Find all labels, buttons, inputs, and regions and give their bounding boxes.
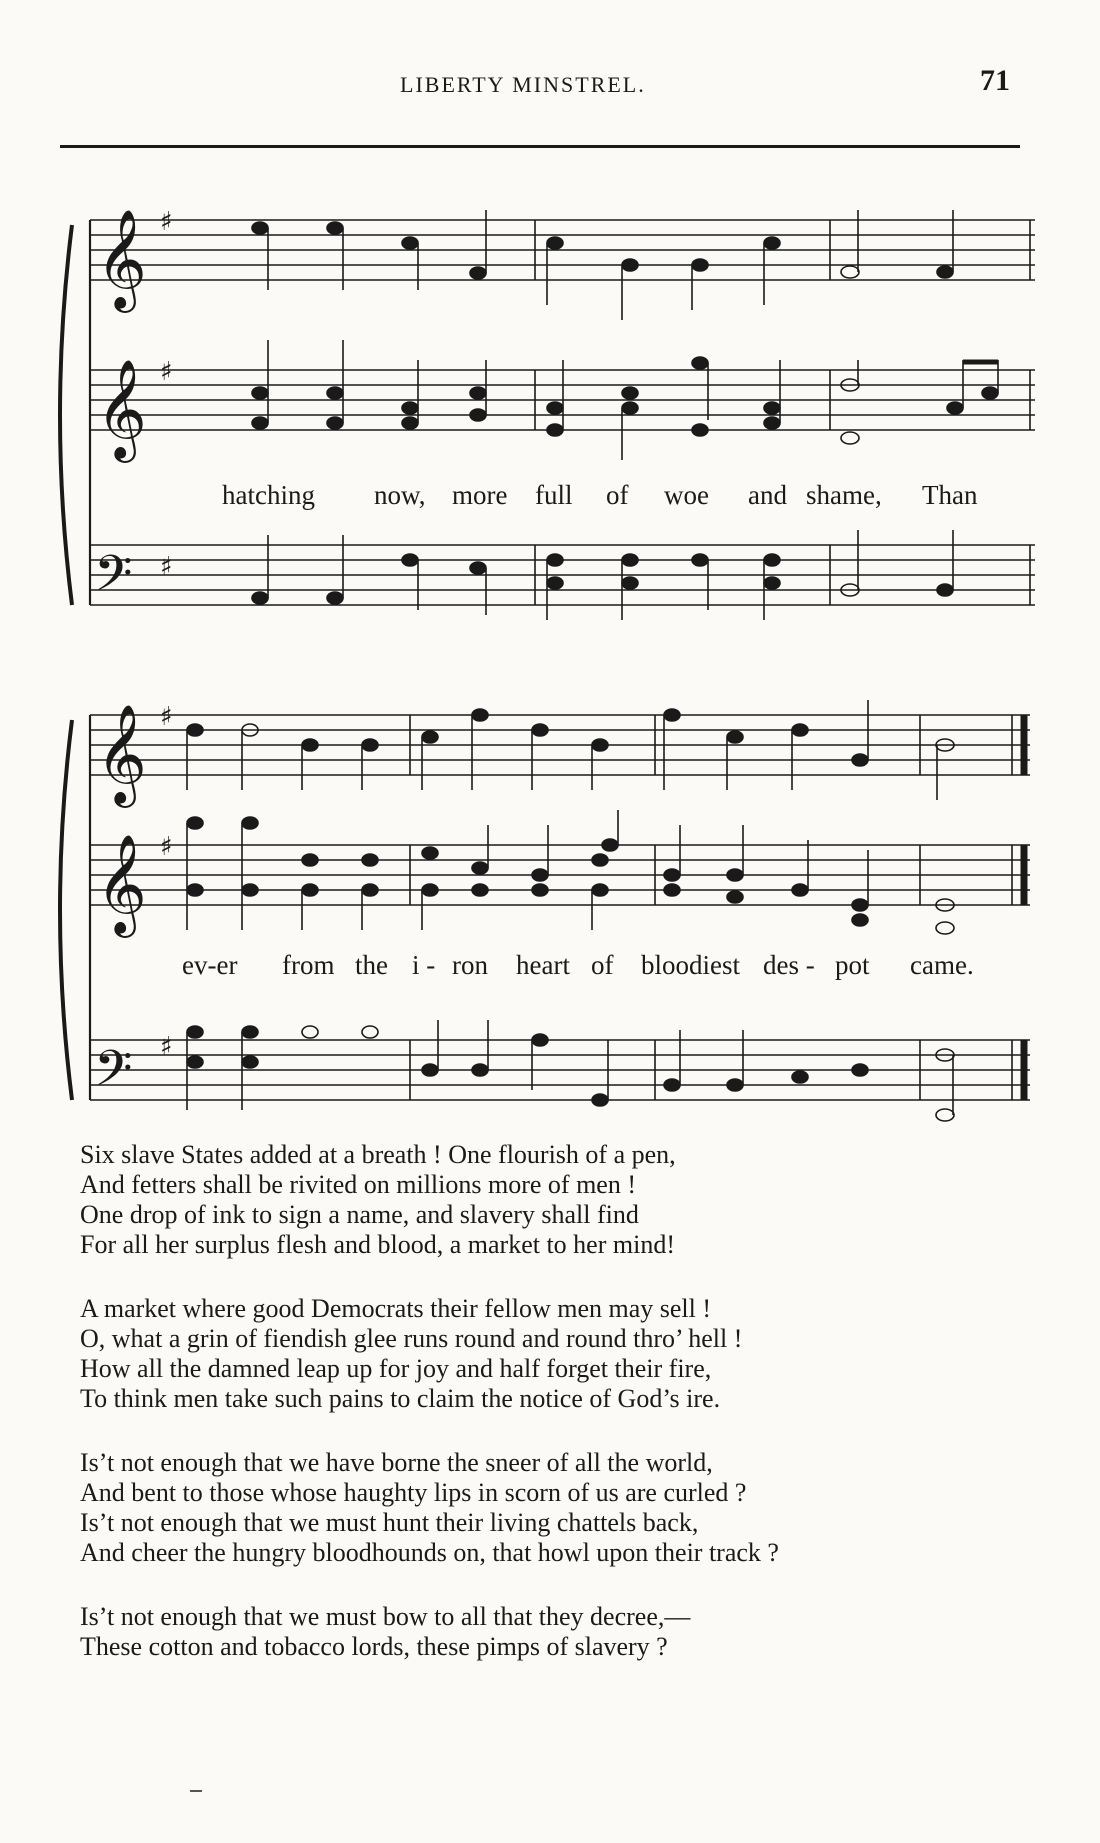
lyric-word: of [606, 480, 629, 510]
lyric-word: bloodiest [641, 950, 740, 980]
svg-text:♯: ♯ [160, 832, 173, 862]
svg-text:♯: ♯ [160, 552, 173, 582]
footer-mark [190, 1790, 202, 1792]
system-2-bass-staff [90, 1040, 1030, 1100]
verse-line: For all her surplus flesh and blood, a market to her mind! [80, 1230, 675, 1259]
lyric-word: heart [516, 950, 570, 980]
lyric-word: pot [835, 950, 870, 980]
lyric-word: full [535, 480, 573, 510]
lyric-word: now, [374, 480, 426, 510]
lyric-word: hatching [222, 480, 315, 510]
system-1-treble-staff [90, 220, 1035, 280]
lyric-word: more [452, 480, 508, 510]
stanza-3 [80, 1448, 1040, 1568]
lyric-word: des - [763, 950, 815, 980]
stanza-1 [80, 1140, 1040, 1260]
verses [80, 1140, 1040, 1696]
lyric-word: woe [664, 480, 709, 510]
lyric-word: shame, [806, 480, 882, 510]
running-title: LIBERTY MINSTREL. [400, 72, 646, 97]
lyric-word: from [282, 950, 335, 980]
key-signature-sharp-icon [160, 207, 173, 1062]
treble-clef-icon: 𝄞 [96, 209, 147, 309]
lyric-word: ev-er [182, 950, 238, 980]
lyric-word: i - [412, 950, 436, 980]
verse-line: A market where good Democrats their fellow men may sell ! [80, 1294, 712, 1323]
verse-line: These cotton and tobacco lords, these pimps of slavery ? [80, 1632, 668, 1661]
verse-line: Six slave States added at a breath ! One flourish of a pen, [80, 1140, 676, 1169]
lyric-word: of [591, 950, 614, 980]
lyric-word: and [748, 480, 787, 510]
verse-line: To think men take such pains to claim the notice of God’s ire. [80, 1384, 721, 1413]
verse-line: Is’t not enough that we have borne the sneer of all the world, [80, 1448, 713, 1477]
treble-clef-icon: 𝄞 [96, 704, 147, 804]
stanza-2 [80, 1294, 1040, 1414]
lyric-word: Than [922, 480, 978, 510]
lyric-word: ron [452, 950, 488, 980]
bass-clef-icon: 𝄢 [94, 1040, 133, 1110]
svg-text:♯: ♯ [160, 207, 173, 237]
verse-line: And fetters shall be rivited on millions more of men ! [80, 1170, 636, 1199]
bass-clef-icon: 𝄢 [94, 545, 133, 615]
verse-line: O, what a grin of fiendish glee runs round and round thro’ hell ! [80, 1324, 743, 1353]
verse-line: And cheer the hungry bloodhounds on, that howl upon their track ? [80, 1538, 779, 1567]
verse-line: Is’t not enough that we must bow to all that they decree,— [80, 1602, 691, 1631]
treble-clef-icon: 𝄞 [96, 359, 147, 459]
verse-line: One drop of ink to sign a name, and slavery shall find [80, 1200, 639, 1229]
svg-text:♯: ♯ [160, 1032, 173, 1062]
verse-line: How all the damned leap up for joy and half forget their fire, [80, 1354, 712, 1383]
system-2-treble-staff [90, 715, 1030, 775]
noteheads [187, 210, 998, 1121]
page-number: 71 [980, 64, 1010, 97]
system-2-alto-staff [90, 845, 1030, 905]
svg-text:♯: ♯ [160, 702, 173, 732]
svg-text:♯: ♯ [160, 357, 173, 387]
stanza-4 [80, 1602, 1040, 1662]
verse-line: Is’t not enough that we must hunt their living chattels back, [80, 1508, 699, 1537]
verse-line: And bent to those whose haughty lips in scorn of us are curled ? [80, 1478, 747, 1507]
system-1-bass-staff [90, 545, 1035, 605]
lyric-word: the [355, 950, 388, 980]
treble-clef-icon: 𝄞 [96, 834, 147, 934]
lyric-word: came. [910, 950, 974, 980]
